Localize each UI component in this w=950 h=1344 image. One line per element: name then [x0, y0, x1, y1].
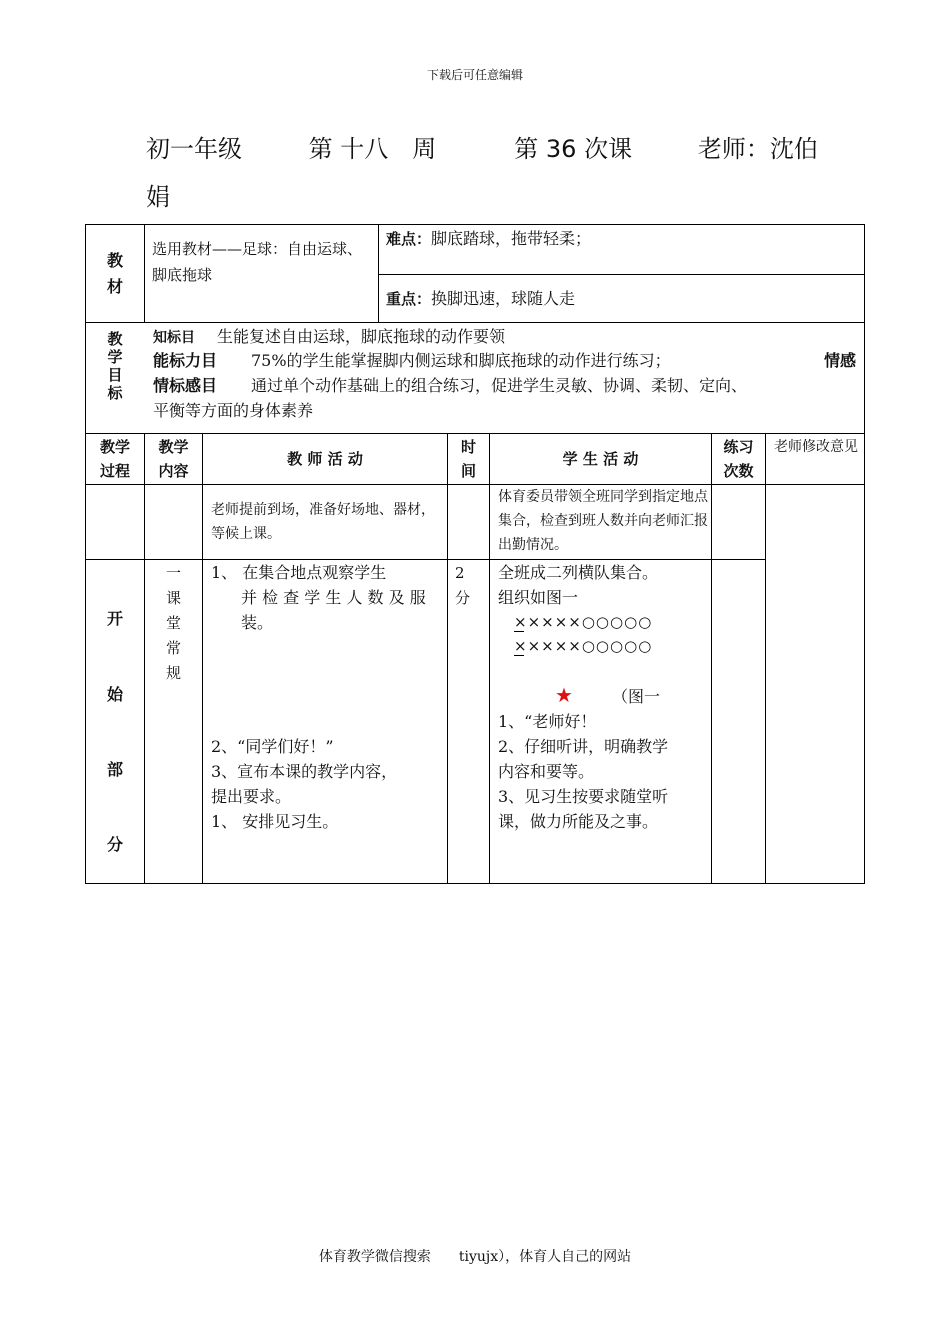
header-student: 学 生 活 动 [562, 450, 639, 468]
objective-knowledge [153, 324, 858, 351]
lesson-title [146, 126, 826, 172]
student-step-formation: 组织如图一 [498, 588, 579, 607]
key-point [386, 286, 856, 311]
difficulty-text: 脚底踏球，拖带轻柔； [431, 229, 592, 248]
material-label: 教 材 [106, 251, 123, 296]
teacher-step-3-cont: 提出要求。 [211, 787, 292, 806]
table-border-right [864, 224, 865, 884]
objective-ability [153, 348, 858, 373]
table-divider [144, 224, 145, 323]
header-comments: 老师修改意见 [774, 439, 858, 455]
student-step-3-cont: 内容和要等。 [498, 762, 595, 781]
grade-label: 初一年级 [146, 135, 242, 163]
formation-underline [514, 655, 524, 656]
table-divider [711, 433, 712, 884]
objective-emotion [153, 373, 858, 398]
section-char: 开 [106, 609, 123, 628]
objective-ability-label: 能标力目 [153, 351, 218, 370]
key-label: 重点： [386, 290, 432, 308]
header-note: 下载后可任意编辑 [426, 68, 523, 82]
difficulty-label: 难点： [386, 230, 432, 248]
objective-ability-text: 75%的学生能掌握脚内侧运球和脚底拖球的动作进行练习； [251, 351, 671, 370]
objective-knowledge-text: 生能复述自由运球，脚底拖球的动作要领 [217, 327, 506, 346]
time-value: 2 [455, 564, 465, 582]
pre-teacher-activity: 老师提前到场，准备好场地、器材，等候上课。 [211, 502, 435, 542]
teacher-step-3: 3、宣布本课的教学内容， [211, 762, 398, 781]
teacher-step-1-cont: 装。 [241, 613, 274, 632]
header-process: 教学 过程 [99, 438, 130, 480]
objectives-label: 教 学 目 标 [107, 330, 123, 402]
student-step-3: 2、仔细听讲，明确教学 [498, 737, 669, 756]
content-char: 常 [165, 639, 181, 657]
week-label: 第 十八 周 [308, 135, 437, 163]
student-step-4: 3、见习生按要求随堂听 [498, 787, 669, 806]
content-char: 堂 [165, 614, 181, 632]
formation-underline [514, 631, 524, 632]
table-divider [378, 274, 865, 275]
header-time: 时 间 [460, 438, 476, 480]
header-content: 教学 内容 [158, 438, 189, 480]
section-char: 始 [106, 685, 123, 704]
difficulty-point [386, 226, 856, 251]
teacher-label: 老师：沈伯 [697, 135, 818, 163]
content-char: 规 [165, 664, 181, 682]
pre-student-activity: 体育委员带领全班同学到指定地点集合，检查到班人数并向老师汇报出勤情况。 [498, 489, 708, 553]
teacher-step-2: 2、“同学们好！” [211, 737, 334, 756]
table-divider [202, 433, 203, 884]
table-divider [447, 433, 448, 884]
header-count: 练习 次数 [723, 438, 754, 480]
table-border-top [85, 224, 865, 225]
material-content: 选用教材——足球：自由运球、脚底拖球 [152, 240, 363, 284]
student-step-4-cont: 课，做力所能及之事。 [498, 812, 659, 831]
teacher-step-1-cont: 并 检 查 学 生 人 数 及 服 [241, 588, 426, 607]
objective-emotion-cont: 平衡等方面的身体素养 [153, 401, 314, 420]
figure-label: （图一 [612, 687, 661, 706]
footer-note: 体育教学微信搜索 tiyujx），体育人自己的网站 [318, 1249, 632, 1265]
teacher-label-cont: 娟 [146, 183, 170, 211]
formation-row-2: ×××××○○○○○ [514, 637, 653, 655]
formation-row-1: ×××××○○○○○ [514, 613, 653, 631]
lesson-title-wrap [146, 174, 826, 220]
time-unit: 分 [455, 589, 471, 607]
objective-knowledge-label: 知标目 [153, 330, 195, 346]
teacher-step-4: 1、 安排见习生。 [211, 812, 339, 831]
content-char: 一 [165, 564, 181, 582]
content-char: 课 [165, 589, 181, 607]
objective-emotion-tail: 情感 [823, 351, 856, 370]
student-step-2: 1、“老师好！ [498, 712, 597, 731]
table-divider [489, 433, 490, 884]
header-teacher: 教 师 活 动 [287, 450, 363, 468]
teacher-step-1: 1、 在集合地点观察学生 [211, 563, 387, 582]
objective-emotion-label: 情标感目 [153, 376, 218, 395]
objective-emotion-text: 通过单个动作基础上的组合练习，促进学生灵敏、协调、柔韧、定向、 [251, 376, 748, 395]
table-divider [85, 322, 865, 323]
lesson-label: 第 36 次课 [514, 135, 633, 163]
table-border-left [85, 224, 86, 884]
section-char: 分 [106, 835, 123, 854]
table-divider [378, 224, 379, 323]
key-text: 换脚迅速，球随人走 [431, 289, 576, 308]
student-step-1: 全班成二列横队集合。 [498, 563, 659, 582]
table-divider [765, 433, 766, 884]
section-char: 部 [106, 760, 123, 779]
teacher-star-icon: ★ [555, 683, 573, 707]
